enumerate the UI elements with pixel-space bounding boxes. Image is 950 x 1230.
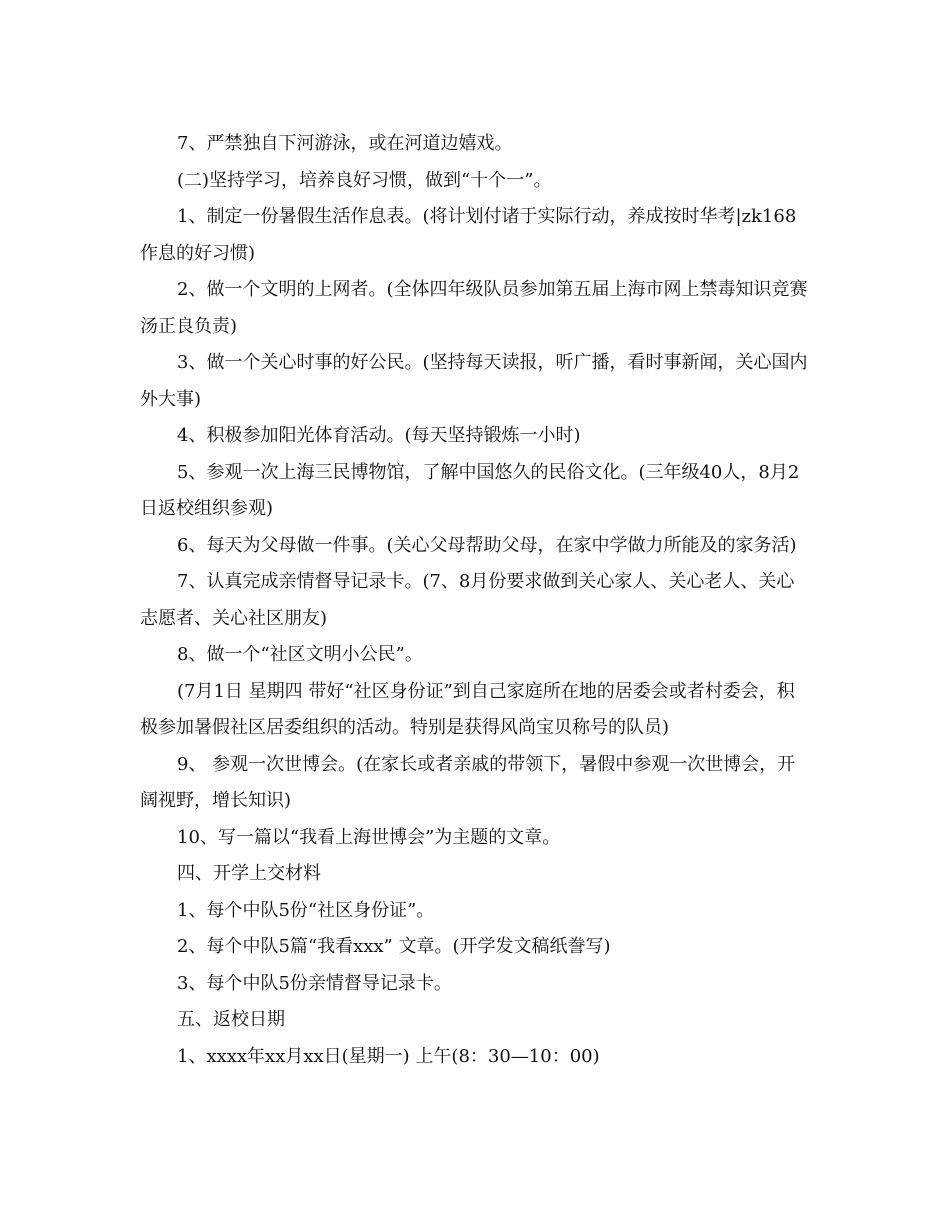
paragraph-item-10: 10、写一篇以“我看上海世博会”为主题的文章。 bbox=[177, 826, 561, 848]
paragraph-item-8-note: (7月1日 星期四 带好“社区身份证”到自己家庭所在地的居委会或者村委会，积极参加暑假社区居委组织的活动。特别是获得风尚宝贝称号的队员) bbox=[140, 680, 795, 738]
section-heading-study: (二)坚持学习，培养良好习惯，做到“十个一”。 bbox=[177, 169, 552, 191]
section-heading-materials: 四、开学上交材料 bbox=[177, 863, 321, 884]
paragraph-item-9: 9、 参观一次世博会。(在家长或者亲戚的带领下，暑假中参观一次世博会，开阔视野，增长知识) bbox=[140, 753, 796, 811]
paragraph-item-8: 8、做一个“社区文明小公民”。 bbox=[177, 644, 423, 665]
paragraph-item-1: 1、制定一份暑假生活作息表。(将计划付诸于实际行动，养成按时华考|zk168作息的好习惯) bbox=[140, 206, 797, 264]
paragraph-material-3: 3、每个中队5份亲情督导记录卡。 bbox=[177, 972, 452, 994]
paragraph-item-7: 7、认真完成亲情督导记录卡。(7、8月份要求做到关心家人、关心老人、关心志愿者、关心社区朋友) bbox=[140, 571, 795, 629]
document-body bbox=[140, 126, 812, 1075]
paragraph-rule-7: 7、严禁独自下河游泳，或在河道边嬉戏。 bbox=[177, 133, 513, 154]
paragraph-material-1: 1、每个中队5份“社区身份证”。 bbox=[177, 899, 435, 921]
paragraph-item-5: 5、参观一次上海三民博物馆，了解中国悠久的民俗文化。(三年级40人，8月2日返校组织参观) bbox=[140, 461, 800, 519]
paragraph-item-4: 4、积极参加阳光体育活动。(每天坚持锻炼一小时) bbox=[177, 425, 581, 446]
paragraph-item-2: 2、做一个文明的上网者。(全体四年级队员参加第五届上海市网上禁毒知识竞赛 汤正良负责) bbox=[140, 279, 808, 337]
paragraph-material-2: 2、每个中队5篇“我看xxx” 文章。(开学发文稿纸誊写) bbox=[177, 936, 611, 957]
paragraph-item-6: 6、每天为父母做一件事。(关心父母帮助父母，在家中学做力所能及的家务活) bbox=[177, 534, 797, 556]
paragraph-return-date-1: 1、xxxx年xx月xx日(星期一) 上午(8：30—10：00) bbox=[177, 1045, 600, 1067]
section-heading-return-date: 五、返校日期 bbox=[177, 1009, 285, 1030]
paragraph-item-3: 3、做一个关心时事的好公民。(坚持每天读报，听广播，看时事新闻，关心国内外大事) bbox=[140, 352, 808, 410]
